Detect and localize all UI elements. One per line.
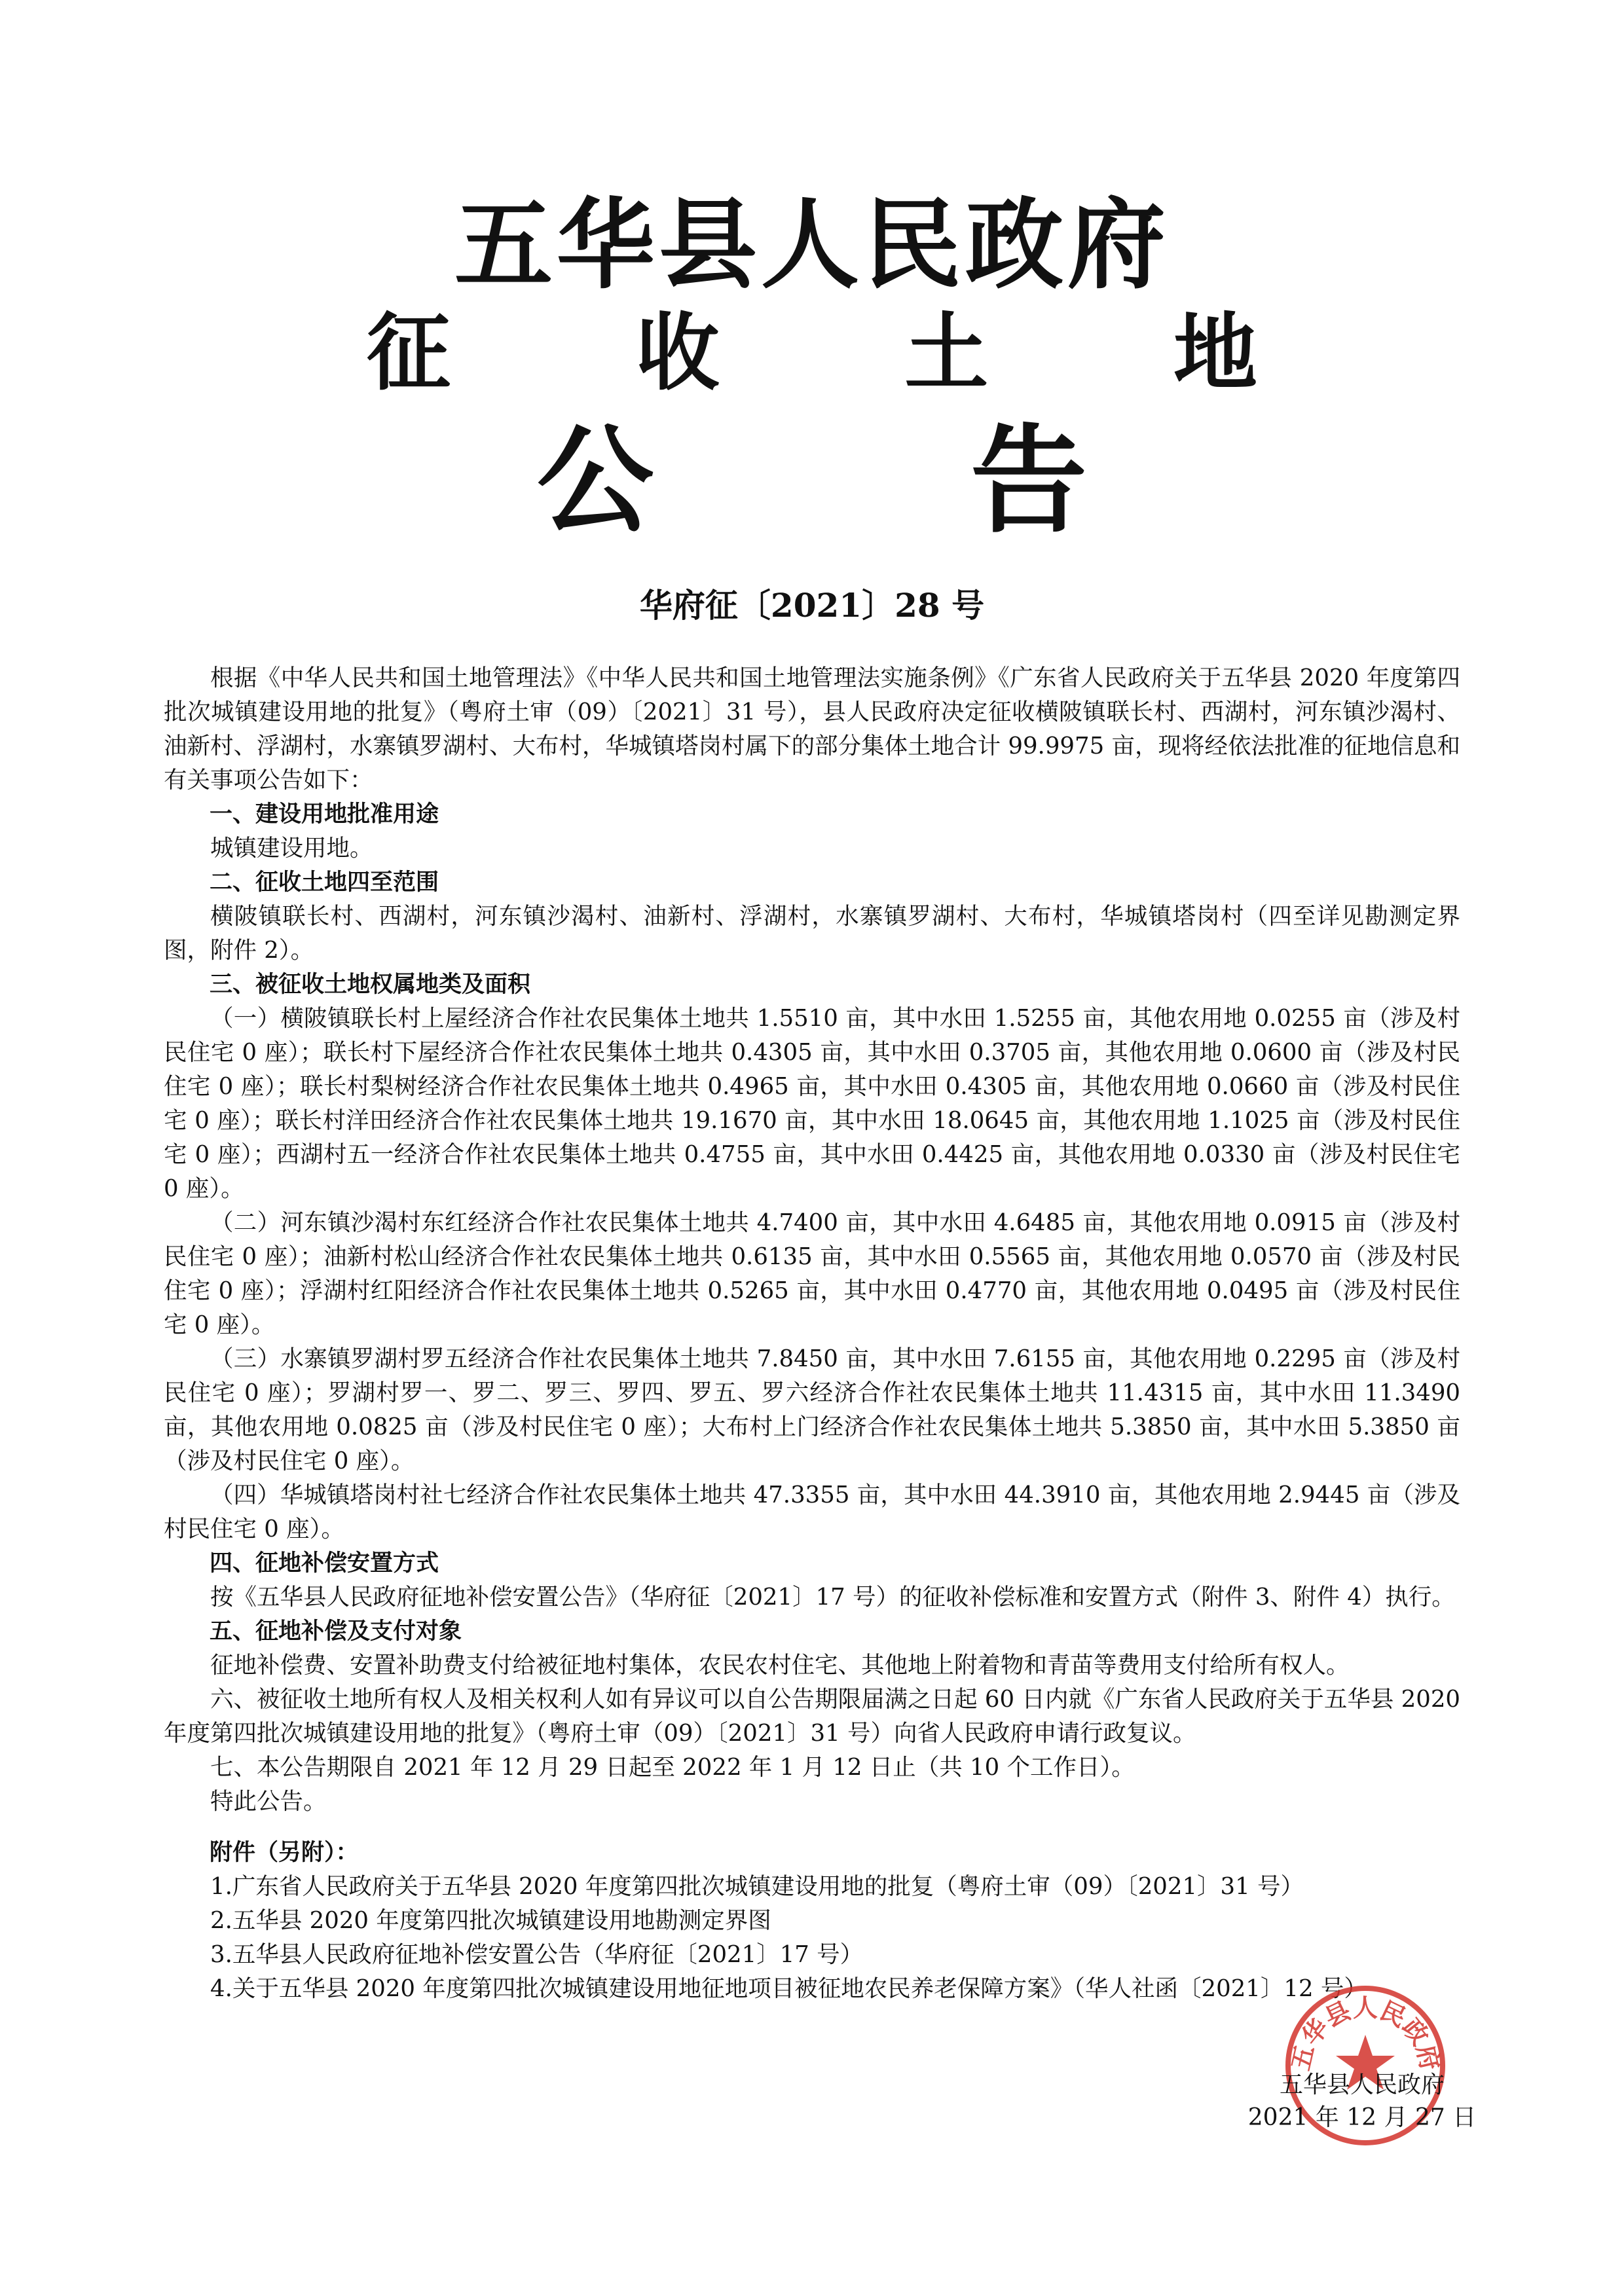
section-text: 六、被征收土地所有权人及相关权利人如有异议可以自公告期限届满之日起 60 日内就《广东省人民政府关于五华县 2020 年度第四批次城镇建设用地的批复》（粤府土审（09）〔2021〕31 号）向省人民政府申请行政复议。 xyxy=(164,1686,1460,1747)
section-text: （四）华城镇塔岗村社七经济合作社农民集体土地共 47.3355 亩，其中水田 44.3910 亩，其他农用地 2.9445 亩（涉及村民住宅 0 座）。 xyxy=(164,1482,1460,1542)
notice-subtitle xyxy=(367,304,1257,402)
issuer-title: 五华县人民政府 xyxy=(454,189,1170,302)
notice-char: 公 xyxy=(537,413,654,549)
subtitle-char: 征 xyxy=(367,304,451,402)
signing-date: 2021 年 12 月 27 日 xyxy=(1247,2104,1477,2131)
seal-text: 五华县人民政府 xyxy=(1285,1994,1445,2073)
section-text: 横陂镇联长村、西湖村，河东镇沙渴村、油新村、浮湖村，水寨镇罗湖村、大布村，华城镇塔岗村（四至详见勘测定界图，附件 2）。 xyxy=(164,903,1460,964)
notice-heading xyxy=(537,413,1087,549)
section-text: 按《五华县人民政府征地补偿安置公告》（华府征〔2021〕17 号）的征收补偿标准和安置方式（附件 3、附件 4）执行。 xyxy=(210,1584,1455,1611)
signature-block xyxy=(1231,2069,1493,2134)
section-heading: 五、征地补偿及支付对象 xyxy=(210,1618,462,1645)
signing-organization: 五华县人民政府 xyxy=(1279,2071,1445,2098)
section-text: （二）河东镇沙渴村东红经济合作社农民集体土地共 4.7400 亩，其中水田 4.6485 亩，其他农用地 0.0915 亩（涉及村民住宅 0 座）；油新村松山经济合作社农民集体土地共 0.6135 亩，其中水田 0.5565 亩，其他农用地 0.0570 亩（涉及村民住宅 0 座）；浮湖村红阳经济合作社农民集体土地共 0.5265 亩，其中水田 0.4770 亩，其他农用地 0.0495 亩（涉及村民住宅 0 座）。 xyxy=(164,1209,1460,1338)
notice-char: 告 xyxy=(970,413,1087,549)
section-text: （三）水寨镇罗湖村罗五经济合作社农民集体土地共 7.8450 亩，其中水田 7.6155 亩，其他农用地 0.2295 亩（涉及村民住宅 0 座）；罗湖村罗一、罗二、罗三、罗四、罗五、罗六经济合作社农民集体土地共 11.4315 亩，其中水田 11.3490 亩，其他农用地 0.0825 亩（涉及村民住宅 0 座）；大布村上门经济合作社农民集体土地共 5.3850 亩，其中水田 5.3850 亩（涉及村民住宅 0 座）。 xyxy=(164,1345,1460,1474)
attachment-item: 1.广东省人民政府关于五华县 2020 年度第四批次城镇建设用地的批复（粤府土审（09）〔2021〕31 号） xyxy=(210,1873,1304,1900)
section-text: 征地补偿费、安置补助费支付给被征地村集体，农民农村住宅、其他地上附着物和青苗等费用支付给所有权人。 xyxy=(210,1652,1350,1679)
closing-text: 特此公告。 xyxy=(210,1788,327,1815)
section-heading: 三、被征收土地权属地类及面积 xyxy=(210,972,531,998)
attachment-item: 3.五华县人民政府征地补偿安置公告（华府征〔2021〕17 号） xyxy=(210,1941,864,1968)
subtitle-char: 地 xyxy=(1173,304,1257,402)
attachments-heading: 附件（另附）： xyxy=(210,1840,359,1866)
section-heading: 二、征收土地四至范围 xyxy=(210,869,439,896)
attachment-item: 2.五华县 2020 年度第四批次城镇建设用地勘测定界图 xyxy=(210,1907,771,1934)
section-text: 七、本公告期限自 2021 年 12 月 29 日起至 2022 年 1 月 12 日止（共 10 个工作日）。 xyxy=(210,1754,1135,1781)
section-text: 城镇建设用地。 xyxy=(210,835,373,862)
subtitle-char: 土 xyxy=(904,304,989,402)
section-heading: 四、征地补偿安置方式 xyxy=(210,1550,439,1576)
notice-body xyxy=(164,661,1460,2006)
intro-paragraph: 根据《中华人民共和国土地管理法》《中华人民共和国土地管理法实施条例》《广东省人民政府关于五华县 2020 年度第四批次城镇建设用地的批复》（粤府土审（09）〔2021〕31 号），县人民政府决定征收横陂镇联长村、西湖村，河东镇沙渴村、油新村、浮湖村，水寨镇罗湖村、大布村，华城镇塔岗村属下的部分集体土地合计 99.9975 亩，现将经依法批准的征地信息和有关事项公告如下： xyxy=(164,665,1460,793)
subtitle-char: 收 xyxy=(635,304,720,402)
document-number: 华府征〔2021〕28 号 xyxy=(639,586,985,625)
attachment-item: 4.关于五华县 2020 年度第四批次城镇建设用地征地项目被征地农民养老保障方案》（华人社函〔2021〕12 号） xyxy=(210,1975,1367,2002)
section-text: （一）横陂镇联长村上屋经济合作社农民集体土地共 1.5510 亩，其中水田 1.5255 亩，其他农用地 0.0255 亩（涉及村民住宅 0 座）；联长村下屋经济合作社农民集体土地共 0.4305 亩，其中水田 0.3705 亩，其他农用地 0.0600 亩（涉及村民住宅 0 座）；联长村梨树经济合作社农民集体土地共 0.4965 亩，其中水田 0.4305 亩，其他农用地 0.0660 亩（涉及村民住宅 0 座）；联长村洋田经济合作社农民集体土地共 19.1670 亩，其中水田 18.0645 亩，其他农用地 1.1025 亩（涉及村民住宅 0 座）；西湖村五一经济合作社农民集体土地共 0.4755 亩，其中水田 0.4425 亩，其他农用地 0.0330 亩（涉及村民住宅 0 座）。 xyxy=(164,1005,1460,1202)
section-heading: 一、建设用地批准用途 xyxy=(210,801,439,828)
